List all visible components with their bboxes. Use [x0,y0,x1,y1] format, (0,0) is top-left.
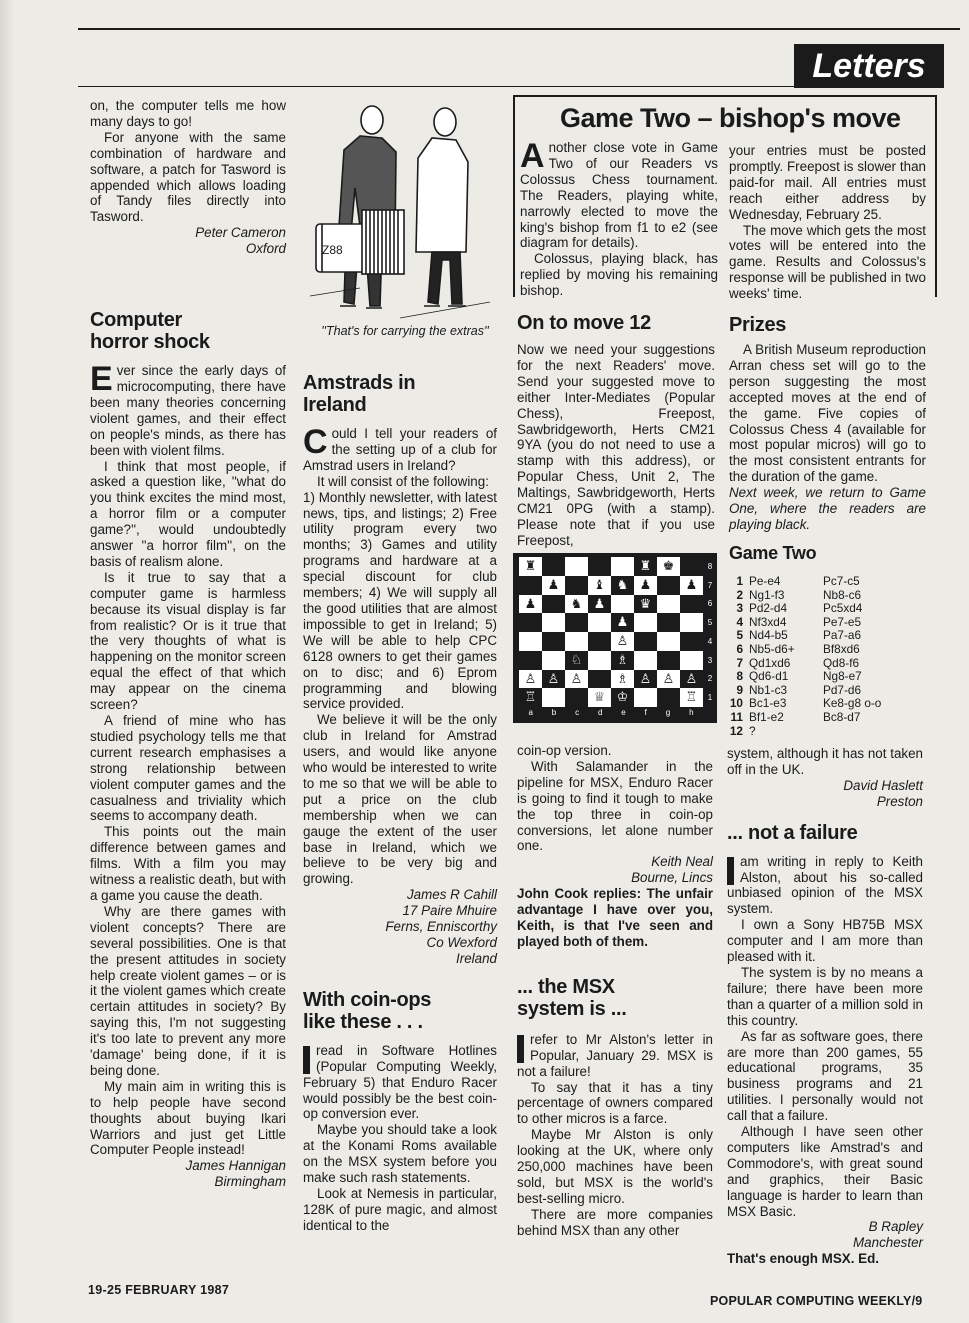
column-1 [90,98,286,1190]
file-label: g [665,708,671,717]
footer-page: POPULAR COMPUTING WEEKLY/9 [710,1294,923,1308]
move-number: 11 [730,709,743,724]
paragraph: Colossus, playing black, has replied by moving his remaining bishop. [520,251,718,299]
move-row [725,670,935,684]
white-move: Pe-e4 [749,574,781,588]
board-square: ♟ [588,595,611,614]
board-square: ♙ [680,670,703,689]
black-move: Pd7-d6 [823,682,862,697]
move-row [725,697,935,711]
rank-label: 3 [707,655,713,665]
board-square [519,576,542,595]
signature-line: 17 Paire Mhuire [402,903,497,919]
board-square: ♟ [685,576,698,592]
paragraph: Why are there games with violent concepts? There are several possibilities. One is that the present attitudes in society help create violent games – or is it the violent games which create certain attitudes in society? By saying this, I'm not suggesting it's too late to prevent any more 'damage' being done, if it is being done. [90,903,286,1078]
board-square: ♟ [611,613,634,632]
black-move: Ke8-g8 o-o [823,696,882,711]
black-move: Pc5xd4 [823,601,863,616]
board-square [680,613,703,632]
white-move: Bf1-e2 [749,709,784,724]
editor-reply: John Cook replies: The unfair advantage I have over you, Keith, is that I've seen and played both of them. [517,886,713,949]
prizes-section [729,314,926,564]
board-square [680,651,703,670]
board-square [542,688,565,707]
headline: Prizes [729,314,787,336]
board-square [611,557,634,576]
file-label: f [644,708,647,717]
cartoon-caption: ''That's for carrying the extras'' [321,324,489,338]
paragraph: With Salamander in the pipeline for MSX, Enduro Racer is going to find it tough to make the top three in coin-op conversions, let alone number one. [517,758,713,854]
move-number: 12 [729,723,743,738]
board-square [565,632,588,651]
paragraph: It will consist of the following: [317,473,489,489]
paragraph: coin-op version. [517,743,612,758]
board-squares [519,557,703,707]
board-square [634,651,657,670]
paragraph: read in Software Hotlines (Popular Computing Weekly, February 5) that Enduro Racer would possibly be the best coin-op conversion ever. [303,1042,497,1122]
paragraph: Is it true to say that a computer game is harmless because its visual display is far from realistic? Or is it true that the very thoughts of what is happening on the monitor screen equal the effect of that which may appear on the cinema screen? [90,569,286,713]
paragraph: The move which gets the most votes will be entered into the game. Results and Colossus's response will be published in two weeks' time. [729,222,926,302]
drop-cap: A [520,137,545,175]
footer-date: 19-25 FEBRUARY 1987 [88,1283,230,1297]
board-square: ♙ [616,633,629,648]
board-square: ♜ [524,558,537,573]
move-row [725,684,935,698]
drop-cap-i [727,857,734,885]
headline: With coin-ops like these . . . [303,988,432,1033]
headline: Game Two [729,542,817,563]
rank-label: 4 [707,636,713,646]
move-number: 3 [736,601,743,616]
board-square: ♚ [662,558,675,573]
board-square [565,688,588,707]
column-3 [517,743,713,1239]
move-number: 2 [736,587,743,602]
paragraph: am writing in reply to Keith Alston, about his so-called unbiased opinion of the MSX system. [727,853,923,917]
file-label: d [597,708,603,717]
editor-note: That's enough MSX. Ed. [727,1251,879,1267]
board-square: ♗ [611,651,634,670]
board-square [680,632,703,651]
drop-cap: C [303,423,328,461]
paragraph: The system is by no means a failure; there have been more than a quarter of a million sold in this country. [727,964,923,1028]
paragraph: As far as software goes, there are more than 200 games, 55 educational programs, 35 business programs and 21 utilities. I personally would not call that a failure. [727,1028,923,1124]
board-square: ♖ [519,688,542,707]
game-right [729,143,926,302]
board-square: ♟ [547,576,560,592]
cartoon-illustration [300,92,505,324]
board-square: ♙ [524,670,537,686]
signature-line: Ireland [456,950,497,966]
board-square [657,651,680,670]
move-number: 9 [736,682,743,697]
move-row [725,629,935,643]
file-label: h [689,708,694,717]
top-rule [78,28,960,30]
board-square: ♞ [611,576,634,595]
signature-name: B Rapley [868,1219,923,1235]
board-square [634,613,657,632]
signature-name: James Hannigan [185,1158,286,1174]
move-number: 7 [736,655,743,670]
move-number: 4 [736,614,743,629]
signature-place: Bourne, Lincs [631,870,713,886]
board-square [542,595,565,614]
column-4 [727,746,923,1267]
feature-title: Game Two – bishop's move [560,103,901,133]
file-label: a [528,708,533,717]
board-square [519,613,542,632]
column-2 [303,372,497,1234]
paragraph: Look at Nemesis in particular, 128K of pure magic, and almost identical to the [303,1185,497,1233]
white-move: Qd1xd6 [749,655,791,670]
paragraph: My main aim in writing this is to help people have second thoughts about buying Ikari Warriors and just get Little Computer People instead! [90,1078,286,1158]
board-square [634,632,657,651]
board-square [657,688,680,707]
board-square [542,613,565,632]
board-square [542,557,565,576]
board-square [565,613,588,632]
paragraph: ver since the early days of microcomputing, there have been many theories concerning violent games, and their effect on people's minds, as there has been with violent films. [90,363,286,458]
drop-cap-i [303,1046,310,1074]
black-move: Pe7-e5 [823,614,862,629]
move-row [725,589,935,603]
board-square [588,557,611,576]
paragraph: There are more companies behind MSX than any other [517,1206,713,1238]
white-move: Nf3xd4 [749,614,787,629]
move-row [725,602,935,616]
board-files [519,708,703,717]
case-label: Z88 [322,243,343,257]
paragraph: This points out the main difference between games and films. With a film you may witness a realistic death, but with a game you cause the death. [90,824,286,903]
black-move: Nb8-c6 [823,587,862,602]
header-rule [78,86,794,87]
file-label: c [575,708,580,717]
drop-cap: E [90,360,113,399]
board-ranks [705,557,715,707]
black-move: Pa7-a6 [823,628,862,643]
white-move: Nd4-b5 [749,628,788,643]
move-number: 1 [736,574,743,588]
headline: ... the MSX system is ... [517,975,627,1020]
signature-place: Birmingham [214,1174,286,1190]
board-square: ♖ [685,689,698,705]
move-row [725,711,935,725]
headline: ... not a failure [727,821,858,844]
headline: On to move 12 [517,312,651,334]
move-row [725,643,935,657]
move12-section [517,312,715,549]
signature-line: Ferns, Enniscorthy [385,919,497,935]
file-label: e [621,708,626,717]
board-square [588,613,611,632]
move-number: 10 [729,696,743,711]
paragraph: system, although it has not taken off in the UK. [727,746,923,777]
signature-name: James R Cahill [406,887,497,903]
board-square: ♕ [593,689,606,705]
board-square: ♛ [634,595,657,614]
rank-label: 2 [707,674,713,684]
white-move: ? [749,723,756,738]
board-square [634,688,657,707]
board-square [657,632,680,651]
board-square [542,632,565,651]
black-move: Bf8xd6 [823,641,860,656]
board-square [611,595,634,614]
paragraph: Although I have seen other computers like Amstrad's and Commodore's, with great sound and graphics, their Basic language is harder to learn than MSX Basic. [727,1124,923,1219]
rank-label: 6 [707,599,713,609]
board-square: ♙ [662,670,675,686]
move-number: 8 [736,669,743,684]
paragraph: Maybe Mr Alston is only looking at the UK, where only 250,000 machines have been sold, but MSX is the world's best-selling micro. [517,1127,713,1206]
black-move: Bc8-d7 [823,709,861,724]
paragraph: on, the computer tells me how many days to go! [90,98,286,129]
board-square [680,595,703,614]
move-row [725,575,935,589]
chess-board [513,553,717,723]
move-row [725,657,935,671]
paragraph: 1) Monthly newsletter, with latest news, tips, and listings; 2) Free utility program every two months; 3) Games and utility programs and hardware at a special discount for club members; 4) We will supply all the good utilities that are almost impossible to get in Ireland; 5) We will be able to help CPC 6128 owners to get their games on to disc; and 6) Eprom programming and blowing service provided. [303,489,497,712]
white-move: Ng1-f3 [749,587,785,602]
paragraph: Next week, we return to Game One, where the readers are playing black. [729,485,926,532]
paragraph: Maybe you should take a look at the Konami Roms available on the MSX system before you make such rash statements. [303,1122,497,1186]
signature-place: Manchester [853,1235,923,1251]
move-list [725,575,935,738]
paragraph: We believe it will be the only club in Ireland for Amstrad users, and would like anyone who would be interested to write to me so that we will be able to put a price on the club membership when we can gauge the extent of the user base in Ireland, which we believe to be very big and growing. [303,712,497,887]
game-intro [520,137,718,299]
board-square [588,632,611,651]
rank-label: 8 [707,561,713,571]
white-move: Qd6-d1 [749,669,789,684]
board-square [542,651,565,670]
move-number: 6 [736,641,743,656]
board-square [680,557,703,576]
drop-cap-i [517,1035,524,1063]
paragraph: ould I tell your readers of the setting up of a club for Amstrad users in Ireland? [303,426,497,473]
board-square: ♘ [565,651,588,670]
white-move: Nb5-d6+ [749,641,795,656]
board-square: ♙ [542,670,565,689]
paragraph: For anyone with the same combination of hardware and software, a patch for Tasword is appended which allows loading of Tandy files directly into Tasword. [90,129,286,225]
rank-label: 7 [707,580,713,590]
board-square [519,651,542,670]
file-label: b [551,708,557,717]
board-square: ♙ [634,670,657,689]
move-number: 5 [736,628,743,643]
signature-place: Preston [876,793,923,809]
board-square [657,595,680,614]
paragraph: I think that most people, if asked a question like, ''what do you think excites the mind most, a horror film or a computer game?'', would undoubtedly answer ''a horror film'', on the basis of realism alone. [90,458,286,569]
board-square [565,557,588,576]
board-square: ♟ [524,595,537,611]
board-square: ♗ [616,670,629,686]
paragraph: Now we need your suggestions for the next Readers' move. Send your suggested move to either Inter-Mediates (Popular Chess), Freepost, Sawbridgeworth, Herts CM21 9YA (you do not need to use a stamp with this address), or Popular Chess, Unit 2, The Maltings, Sawbridgeworth, Herts CM21 0PG (with a stamp). Please note that if you use Freepost, [517,342,715,548]
board-square: ♜ [634,557,657,576]
page-spine [0,0,14,1323]
board-square: ♟ [639,576,652,592]
rank-label: 1 [707,693,713,703]
board-square [657,576,680,595]
signature-name: Keith Neal [651,854,713,870]
move-row [725,725,935,739]
white-move: Nb1-c3 [749,682,788,697]
signature-name: David Haslett [843,777,923,793]
white-move: Bc1-e3 [749,696,787,711]
paragraph: A British Museum reproduction Arran chess set will go to the person suggesting the most accepted moves at the end of the game. Five copies of Colossus Chess 4 (available for most popular micros) will go to the most consistent entrants for the duration of the game. [729,342,926,485]
black-move: Qd8-f6 [823,655,860,670]
signature-place: Oxford [245,241,286,257]
paragraph: To say that it has a tiny percentage of owners compared to other micros is a farce. [517,1079,713,1127]
signature-line: Co Wexford [426,935,497,950]
board-square: ♝ [593,576,606,592]
paragraph: A friend of mine who has studied psychology tells me that current research emphasises a strong relationship between violent computer games and the casualness and triviality which seems to accompany death. [90,713,286,824]
rank-label: 5 [707,618,713,628]
paragraph: refer to Mr Alston's letter in Popular, January 29. MSX is not a failure! [517,1031,713,1079]
section-header: Letters [794,44,944,88]
move-row [725,616,935,630]
paragraph: I own a Sony HB75B MSX computer and I am more than pleased with it. [727,917,923,965]
paragraph: your entries must be posted promptly. Freepost is slower than paid-for mail. All entries must reach either address by Wednesday, February 25. [729,143,926,222]
paragraph: nother close vote in Game Two of our Readers vs Colossus Chess tournament. The Readers, playing white, narrowly elected to move the king's bishop from f1 to e2 (see diagram for details). [520,140,718,251]
signature-name: Peter Cameron [195,225,286,241]
white-move: Pd2-d4 [749,601,788,616]
headline: Amstrads in Ireland [303,372,416,416]
black-move: Pc7-c5 [823,574,860,588]
black-move: Ng8-e7 [823,669,862,684]
board-square: ♞ [570,595,583,611]
board-square [588,670,611,689]
board-square: ♔ [611,688,634,707]
board-square [588,651,611,670]
board-square [519,632,542,651]
board-square [657,613,680,632]
headline: Computer horror shock [90,309,210,354]
board-square: ♙ [570,670,583,686]
board-square [565,576,588,595]
